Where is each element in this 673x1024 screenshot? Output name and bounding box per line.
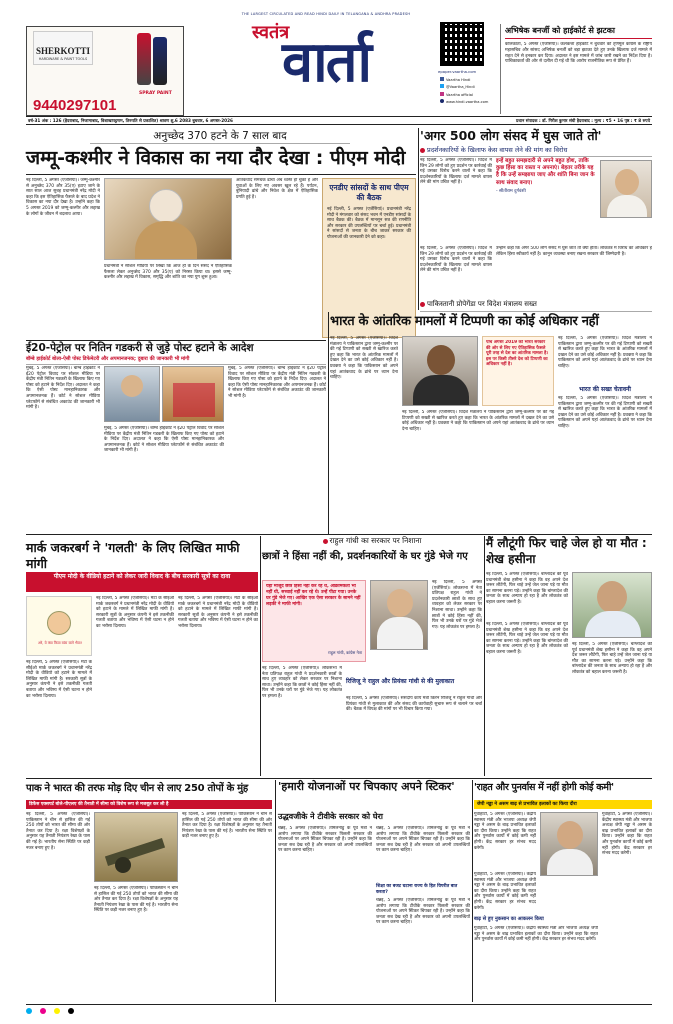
globe-icon	[440, 99, 444, 103]
right-lead-body1: नई दिल्ली, 5 अगस्त (एजेंसियां)। विदेश में जिन 29 लोगों को हुए प्रदर्शन पर कार्रवाई की गई उसका विरोध करने वालों ने कहा कि प्रदर्शनकारियों के खिलाफ दर्ज मामले वापस लेने की मांग उचित नहीं है।	[420, 158, 492, 186]
e20-body1: मुंबई, 5 अगस्त (एजेंसियां)। बॉम्बे हाईकोर्ट ने ई20 पेट्रोल विवाद पर सोशल मीडिया पर केंद्रीय मंत्री नितिन गडकरी के खिलाफ किए गए पोस्ट को हटाने के निर्देश दिए। अदालत ने कहा कि ऐसी पोस्ट मानहानिकारक और अपमानजनक हैं। कोर्ट ने सोशल मीडिया प्लेटफॉर्म से संबंधित अकाउंट की जानकारी भी मांगी है।	[26, 366, 100, 411]
sidebar-headline: अभिषेक बनर्जी को हाईकोर्ट से झटका	[505, 24, 652, 39]
court-building-photo	[162, 366, 224, 422]
nadda-subhead: बाढ़ से हुए नुकसान का आकलन किया	[474, 916, 544, 922]
pak-body3: नई दिल्ली, 5 अगस्त (एजेंसियां)। पाकिस्तान ने चीन से हासिल की गई 250 तोपों को भारत की सीमा की ओर तैनात कर दिया है। रक्षा विशेषज्ञों के अनुसार यह तैनाती नियंत्रण रेखा के पास की गई है। भारतीय सेना स्थिति पर कड़ी नजर बनाए हुए है।	[182, 812, 272, 840]
pm-modi-photo	[104, 178, 232, 260]
ad-brand: SHERKOTTI	[35, 46, 91, 56]
gadkari-photo	[104, 366, 160, 422]
divider	[484, 536, 485, 776]
e20-body3: मुंबई, 5 अगस्त (एजेंसियां)। बॉम्बे हाईकोर्ट ने ई20 पेट्रोल विवाद पर सोशल मीडिया पर केंद्रीय मंत्री नितिन गडकरी के खिलाफ किए गए पोस्ट को हटाने के निर्देश दिए। अदालत ने कहा कि ऐसी पोस्ट मानहानिकारक और अपमानजनक हैं। कोर्ट ने सोशल मीडिया प्लेटफॉर्म से संबंधित अकाउंट की जानकारी भी मांगी है।	[228, 366, 326, 399]
person-icon	[387, 589, 413, 617]
divider	[328, 312, 329, 534]
cartoon	[26, 596, 92, 656]
epaper-link[interactable]: epaper.vaartha.com	[438, 69, 477, 74]
nda-body: नई दिल्ली, 5 अगस्त (एजेंसियां)। प्रधानमंत्री नरेंद्र मोदी ने मंगलवार को संसद भवन में एनडीए सांसदों के साथ बैठक की। बैठक में मानसून सत्र की रणनीति और सरकार की उपलब्धियों पर चर्चा हुई। प्रधानमंत्री ने सांसदों से जनता के बीच जाकर सरकार की योजनाओं की जानकारी देने को कहा।	[327, 207, 411, 240]
ad-phone: 9440297101	[33, 97, 117, 114]
divider	[418, 128, 419, 310]
sidebar-news-box	[500, 24, 652, 114]
social-instagram[interactable]: Vaartha official	[440, 92, 496, 97]
nadda-body2: गुवाहाटी, 5 अगस्त (एजेंसियां)। केंद्रीय स्वास्थ्य मंत्री और भाजपा अध्यक्ष जेपी नड्डा ने असम के बाढ़ प्रभावित इलाकों का दौरा किया। उन्होंने कहा कि राहत और पुनर्वास कार्यों में कोई कमी नहीं होगी। केंद्र सरकार हर संभव मदद करेगी।	[602, 812, 652, 857]
right-lead-body2: उन्होंने कहा कि अगर 500 लोग संसद में घुस जाते तो क्या होता। लोकतंत्र में विरोध का अधिकार है लेकिन हिंसा स्वीकार्य नहीं है। कानून व्यवस्था बनाए रखना सरकार की जिम्मेदारी है।	[496, 246, 652, 257]
facebook-icon	[440, 77, 444, 81]
rahul-photo	[370, 580, 428, 650]
person-body-shape	[135, 221, 197, 260]
nda-headline: एनडीए सांसदों के साथ पीएम की बैठक	[329, 183, 409, 202]
india-body3: नई दिल्ली, 5 अगस्त (एजेंसियां)। विदेश मंत्रालय ने पाकिस्तान द्वारा जम्मू-कश्मीर पर की गई टिप्पणी को सख्ती से खारिज करते हुए कहा कि भारत के आंतरिक मामलों में दखल देने का उसे कोई अधिकार नहीं है। प्रवक्ता ने कहा कि पाकिस्तान को अपने यहां आतंकवाद के ढांचे पर ध्यान देना चाहिए।	[558, 336, 652, 369]
color-registration-strip	[26, 1008, 652, 1014]
divider	[26, 340, 326, 341]
rahul-quote-box	[262, 580, 366, 662]
nadda-photo	[540, 812, 598, 876]
pak-headline: पाक ने भारत की तरफ मोड़ दिए चीन से लाए 250 तोपों के मुंह	[26, 783, 248, 794]
india-quote-box	[482, 336, 554, 406]
building-icon	[173, 383, 215, 417]
india-body2: नई दिल्ली, 5 अगस्त (एजेंसियां)। विदेश मंत्रालय ने पाकिस्तान द्वारा जम्मू-कश्मीर पर की गई टिप्पणी को सख्ती से खारिज करते हुए कहा कि भारत के आंतरिक मामलों में दखल देने का उसे कोई अधिकार नहीं है। प्रवक्ता ने कहा कि पाकिस्तान को अपने यहां आतंकवाद के ढांचे पर ध्यान देना चाहिए।	[402, 410, 554, 432]
rijiju-headline: रिजिजू ने राहुल और प्रियंका गांधी से की मुलाकात	[346, 678, 455, 685]
hasina-body2: नई दिल्ली, 5 अगस्त (एजेंसियां)। बांग्लादेश की पूर्व प्रधानमंत्री शेख हसीना ने कहा कि वह अपने देश जरूर लौटेंगी, फिर चाहे उन्हें जेल जाना पड़े या मौत का सामना करना पड़े। उन्होंने कहा कि बांग्लादेश की जनता के साथ अन्याय हो रहा है और लोकतंत्र को बहाल करना जरूरी है।	[486, 622, 568, 655]
sidebar-body: कोलकाता, 5 अगस्त (एजेंसियां)। कलकत्ता हाईकोर्ट ने बुधवार को तृणमूल कांग्रेस के राष्ट्रीय महासचिव और सांसद अभिषेक बनर्जी को बड़ा झटका देते हुए उनके खिलाफ दर्ज मामले में राहत देने से इनकार कर दिया। अदालत ने इस मामले में जांच जारी रखने का निर्देश दिया है। याचिकाकर्ता की ओर से दलील दी गई थी कि आरोप राजनीतिक रूप से प्रेरित हैं।	[505, 42, 652, 65]
social-web[interactable]: www.hindi.vaartha.com	[440, 99, 496, 104]
right-lead-body3: नई दिल्ली, 5 अगस्त (एजेंसियां)। विदेश में जिन 29 लोगों को हुए प्रदर्शन पर कार्रवाई की गई उसका विरोध करने वालों ने कहा कि प्रदर्शनकारियों के खिलाफ दर्ज मामले वापस लेने की मांग उचित नहीं है।	[420, 246, 492, 274]
twitter-icon	[440, 84, 444, 88]
rahul-body1: नई दिल्ली, 5 अगस्त (एजेंसियां)। लोकसभा में नेता प्रतिपक्ष राहुल गांधी ने प्रदर्शनकारी छात्रों के साथ हुए व्यवहार को लेकर सरकार पर निशाना साधा। उन्होंने कहा कि छात्रों ने कोई हिंसा नहीं की, फिर भी उनके घरों पर गुंडे भेजे गए। यह लोकतंत्र पर हमला है।	[432, 580, 482, 630]
spokesperson-photo	[402, 336, 478, 406]
person-icon	[597, 581, 627, 613]
person-body-shape	[413, 375, 469, 406]
hasina-headline: मैं लौटूंगी फिर चाहे जेल हो या मौत : शेख हसीना	[486, 536, 647, 566]
person-body-shape	[377, 617, 423, 650]
divider	[26, 534, 652, 535]
bullet-icon	[420, 302, 425, 307]
pak-strap-bar: डिफेंस एक्सपर्ट बोले-पीएलए की तैनाती में सीमा को विशेष रूप से मजबूत कर ली है	[26, 800, 272, 809]
person-body-shape	[607, 195, 647, 218]
kicker-500: 'अगर 500 लोग संसद में घुस जाते तो'	[420, 128, 602, 143]
rahul-quote-by: राहुल गांधी, कांग्रेस नेता	[328, 650, 362, 655]
zuck-body3: नई दिल्ली, 5 अगस्त (एजेंसियां)। मेटा के सीईओ मार्क जकरबर्ग ने प्रधानमंत्री नरेंद्र मोदी के वीडियो को हटाने के मामले में लिखित माफी मांगी है। सरकारी सूत्रों के अनुसार कंपनी ने इसे तकनीकी गलती बताया और भविष्य में ऐसी घटना न होने का भरोसा दिलाया।	[26, 660, 92, 699]
quote-text: इन्हें बहुत समझदारी से अपने बहुत होश, ताकि कुछ हिंसा का रास्ता न अपनाएं। बेहतर तरीके यह है कि उन्हें समझाया जाए और शांति बिना जान के साथ संवाद बनाए।	[496, 158, 595, 186]
udhav-headline: उद्धवजीके ने टीवीके सरकार को घेरा	[278, 812, 383, 821]
india-subhead: भारत की सख्त चेतावनी	[579, 386, 631, 393]
india-quote: पांच अगस्त 2019 को भारत सरकार की ओर से लिए गए ऐतिहासिक फैसले पूरी तरह से देश का आंतरिक मामला है। इस पर किसी तीसरे देश को टिप्पणी का अधिकार नहीं है।	[486, 340, 548, 368]
person-icon	[149, 189, 183, 223]
ad-spray-label: SPRAY PAINT	[139, 91, 172, 96]
lead-body-col3: आतंकवाद समर्थक ढांचा अब ध्वस्त हो चुका है और युवाओं के लिए नए अवसर खुल रहे हैं। पर्यटन, बुनियादी ढांचे और निवेश के क्षेत्र में ऐतिहासिक प्रगति हुई है।	[236, 178, 318, 200]
e20-strap: बॉम्बे हाईकोर्ट बोला-ऐसी पोस्ट डिफेमेटरी और अपमानजनक; दुबारा की जानकारी भी मांगी	[26, 356, 326, 365]
social-facebook[interactable]: Vaartha Hindi	[440, 77, 496, 82]
masthead-tagline: THE LARGEST CIRCULATED AND READ HINDI DAILY IN TELANGANA & ANDHRA PRADESH	[241, 12, 411, 16]
zuck-headline: मार्क जकरबर्ग ने 'गलती' के लिए लिखित माफी मांगी	[26, 540, 240, 571]
pak-body2: नई दिल्ली, 5 अगस्त (एजेंसियां)। पाकिस्तान ने चीन से हासिल की गई 250 तोपों को भारत की सीमा की ओर तैनात कर दिया है। रक्षा विशेषज्ञों के अनुसार यह तैनाती नियंत्रण रेखा के पास की गई है। भारतीय सेना स्थिति पर कड़ी नजर बनाए हुए है।	[94, 886, 178, 914]
person-body-shape	[547, 849, 593, 876]
nadda-body3: गुवाहाटी, 5 अगस्त (एजेंसियां)। केंद्रीय स्वास्थ्य मंत्री और भाजपा अध्यक्ष जेपी नड्डा ने असम के बाढ़ प्रभावित इलाकों का दौरा किया। उन्होंने कहा कि राहत और पुनर्वास कार्यों में कोई कमी नहीं होगी। केंद्र सरकार हर संभव मदद करेगी।	[474, 872, 536, 911]
hasina-body3: नई दिल्ली, 5 अगस्त (एजेंसियां)। बांग्लादेश की पूर्व प्रधानमंत्री शेख हसीना ने कहा कि वह अपने देश जरूर लौटेंगी, फिर चाहे उन्हें जेल जाना पड़े या मौत का सामना करना पड़े। उन्होंने कहा कि बांग्लादेश की जनता के साथ अन्याय हो रहा है और लोकतंत्र को बहाल करना जरूरी है।	[572, 642, 652, 675]
right-strap: प्रदर्शनकारियों के खिलाफ केस वापस लेने की मांग का विरोध	[420, 146, 652, 157]
hasina-body1: नई दिल्ली, 5 अगस्त (एजेंसियां)। बांग्लादेश की पूर्व प्रधानमंत्री शेख हसीना ने कहा कि वह अपने देश जरूर लौटेंगी, फिर चाहे उन्हें जेल जाना पड़े या मौत का सामना करना पड़े। उन्होंने कहा कि बांग्लादेश की जनता के साथ अन्याय हो रहा है और लोकतंत्र को बहाल करना जरूरी है।	[486, 572, 568, 605]
social-list	[440, 77, 496, 105]
nadda-strap: जेपी नड्डा ने असम बाढ़ से प्रभावित इलाकों का किया दौरा	[474, 800, 652, 809]
rahul-body2: नई दिल्ली, 5 अगस्त (एजेंसियां)। लोकसभा में नेता प्रतिपक्ष राहुल गांधी ने प्रदर्शनकारी छात्रों के साथ हुए व्यवहार को लेकर सरकार पर निशाना साधा। उन्होंने कहा कि छात्रों ने कोई हिंसा नहीं की, फिर भी उनके घरों पर गुंडे भेजे गए। यह लोकतंत्र पर हमला है।	[262, 666, 342, 699]
issue-bar	[26, 116, 652, 125]
nadda-body1: गुवाहाटी, 5 अगस्त (एजेंसियां)। केंद्रीय स्वास्थ्य मंत्री और भाजपा अध्यक्ष जेपी नड्डा ने असम के बाढ़ प्रभावित इलाकों का दौरा किया। उन्होंने कहा कि राहत और पुनर्वास कार्यों में कोई कमी नहीं होगी। केंद्र सरकार हर संभव मदद करेगी।	[474, 812, 536, 851]
quote-box	[496, 158, 596, 238]
nadda-kicker: 'राहत और पुनर्वास में नहीं होगी कोई कमी'	[474, 782, 614, 793]
e20-headline: ई20-पेट्रोल पर नितिन गडकरी से जुड़े पोस्ट हटाने के आदेश	[26, 342, 254, 354]
person-icon	[615, 169, 639, 195]
quote-author: - सीतीराम दुर्गवंशी	[496, 188, 526, 194]
cartoon-figure-icon	[47, 611, 71, 635]
instagram-icon	[440, 92, 444, 96]
zuck-body1: नई दिल्ली, 5 अगस्त (एजेंसियां)। मेटा के सीईओ मार्क जकरबर्ग ने प्रधानमंत्री नरेंद्र मोदी के वीडियो को हटाने के मामले में लिखित माफी मांगी है। सरकारी सूत्रों के अनुसार कंपनी ने इसे तकनीकी गलती बताया और भविष्य में ऐसी घटना न होने का भरोसा दिलाया।	[96, 596, 174, 629]
qr-code[interactable]	[440, 22, 484, 66]
divider	[26, 778, 652, 779]
hasina-photo	[572, 572, 652, 638]
ad-box[interactable]	[26, 26, 184, 116]
e20-body2: मुंबई, 5 अगस्त (एजेंसियां)। बॉम्बे हाईकोर्ट ने ई20 पेट्रोल विवाद पर सोशल मीडिया पर केंद्रीय मंत्री नितिन गडकरी के खिलाफ किए गए पोस्ट को हटाने के निर्देश दिए। अदालत ने कहा कि ऐसी पोस्ट मानहानिकारक और अपमानजनक हैं। कोर्ट ने सोशल मीडिया प्लेटफॉर्म से संबंधित अकाउंट की जानकारी भी मांगी है।	[104, 426, 224, 454]
pak-body1: नई दिल्ली, 5 अगस्त (एजेंसियां)। पाकिस्तान ने चीन से हासिल की गई 250 तोपों को भारत की सीमा की ओर तैनात कर दिया है। रक्षा विशेषज्ञों के अनुसार यह तैनाती नियंत्रण रेखा के पास की गई है। भारतीय सेना स्थिति पर कड़ी नजर बनाए हुए है।	[26, 812, 90, 851]
issue-info: वर्ष-31 अंक : 126 (हैदराबाद, निजामाबाद, विशाखापट्टणम, तिरुपति से प्रकाशित) श्रावण शु.6 2083 बुधवार, 6 अगस्त-2026	[28, 118, 233, 123]
rahul-kicker: राहुल गांधी का सरकार पर निशाना	[262, 536, 482, 545]
divider	[275, 780, 276, 1002]
person-body-shape	[585, 611, 641, 638]
masthead-title-small: स्वतंत्र	[252, 22, 290, 43]
person-icon	[121, 375, 143, 397]
divider	[472, 780, 473, 1002]
wheel-icon	[115, 857, 131, 873]
ad-sub: HARDWARE & PAINT TOOLS	[38, 57, 88, 62]
zuck-body2: नई दिल्ली, 5 अगस्त (एजेंसियां)। मेटा के सीईओ मार्क जकरबर्ग ने प्रधानमंत्री नरेंद्र मोदी के वीडियो को हटाने के मामले में लिखित माफी मांगी है। सरकारी सूत्रों के अनुसार कंपनी ने इसे तकनीकी गलती बताया और भविष्य में ऐसी घटना न होने का भरोसा दिलाया।	[178, 596, 258, 629]
person-icon	[427, 345, 455, 375]
rijiju-body: नई दिल्ली, 5 अगस्त (एजेंसियां)। संसदीय कार्य मंत्री किरेन रिजिजू ने राहुल गांधी और प्रियंका गांधी से मुलाकात की और संसद की कार्यवाही सुचारु रूप से चलाने पर चर्चा की। बैठक में विपक्ष की मांगों पर भी विचार किया गया।	[346, 696, 482, 713]
udhav-body1: चेन्नई, 5 अगस्त (एजेंसियां)। तमिलनाडु के पूर्व मंत्री ने आरोप लगाया कि टीवीके सरकार पिछली सरकार की योजनाओं पर अपने स्टिकर चिपका रही है। उन्होंने कहा कि जनता सब देख रही है और सरकार को अपनी उपलब्धियों पर काम करना चाहिए।	[278, 826, 372, 854]
editor-info: प्रधान संपादक : डॉ. गिरीश कुमार संघी हैदराबाद : मूल्य : ₹5 • 16 पृष्ठ : ₹ 8 रुपये	[515, 118, 650, 123]
ad-spray-can-icon	[137, 33, 151, 85]
nadda-body4: गुवाहाटी, 5 अगस्त (एजेंसियां)। केंद्रीय स्वास्थ्य मंत्री और भाजपा अध्यक्ष जेपी नड्डा ने असम के बाढ़ प्रभावित इलाकों का दौरा किया। उन्होंने कहा कि राहत और पुनर्वास कार्यों में कोई कमी नहीं होगी। केंद्र सरकार हर संभव मदद करेगी।	[474, 926, 598, 943]
lead-headline: जम्मू-कश्मीर ने विकास का नया दौर देखा : पीएम मोदी	[26, 147, 406, 169]
udhav-body2: चेन्नई, 5 अगस्त (एजेंसियां)। तमिलनाडु के पूर्व मंत्री ने आरोप लगाया कि टीवीके सरकार पिछली सरकार की योजनाओं पर अपने स्टिकर चिपका रही है। उन्होंने कहा कि जनता सब देख रही है और सरकार को अपनी उपलब्धियों पर काम करना चाहिए।	[376, 826, 470, 854]
lead-body-col2: प्रधानमंत्री ने सोशल मीडिया पर लिखा कि आज ही के दिन संसद ने ऐतिहासिक फैसला लेकर अनुच्छेद 370 और 35(ए) को निरस्त किया था। इससे जम्मू-कश्मीर और लद्दाख में विकास, समृद्धि और शांति का नया युग शुरू हुआ।	[104, 264, 232, 281]
india-headline: भारत के आंतरिक मामलों में टिप्पणी का कोई अधिकार नहीं	[330, 314, 599, 329]
rahul-quote: यहां मौजूद छात्र हिंसा नहीं कर रहे थे, आक्रामकता भी नहीं थी, सच्चाई नहीं कर रहे थे। उन्हें पीटा गया। उनके घर गुंडे भेजे गए। आखिर एक ऐसा सरकार के सामने नहीं लड़की ने माफी मांगी।	[266, 584, 361, 607]
masthead-title: वार्ता	[281, 30, 371, 95]
india-body1: नई दिल्ली, 5 अगस्त (एजेंसियां)। विदेश मंत्रालय ने पाकिस्तान द्वारा जम्मू-कश्मीर पर की गई टिप्पणी को सख्ती से खारिज करते हुए कहा कि भारत के आंतरिक मामलों में दखल देने का उसे कोई अधिकार नहीं है। प्रवक्ता ने कहा कि पाकिस्तान को अपने यहां आतंकवाद के ढांचे पर ध्यान देना चाहिए।	[330, 336, 398, 381]
cannon-icon	[105, 838, 165, 866]
india-body4: नई दिल्ली, 5 अगस्त (एजेंसियां)। विदेश मंत्रालय ने पाकिस्तान द्वारा जम्मू-कश्मीर पर की गई टिप्पणी को सख्ती से खारिज करते हुए कहा कि भारत के आंतरिक मामलों में दखल देने का उसे कोई अधिकार नहीं है। प्रवक्ता ने कहा कि पाकिस्तान को अपने यहां आतंकवाद के ढांचे पर ध्यान देना चाहिए।	[558, 396, 652, 429]
cartoon-caption: अरे, ये क्या किया बांटा वाले भैया!	[37, 641, 82, 645]
rahul-headline: छात्रों ने हिंसा नहीं की, प्रदर्शनकारियों के घर गुंडे भेजे गए	[262, 551, 468, 562]
kicker-370: अनुच्छेद 370 हटने के 7 साल बाद	[90, 130, 350, 144]
bullet-icon	[323, 539, 328, 544]
udhav-body3: चेन्नई, 5 अगस्त (एजेंसियां)। तमिलनाडु के पूर्व मंत्री ने आरोप लगाया कि टीवीके सरकार पिछली सरकार की योजनाओं पर अपने स्टिकर चिपका रही है। उन्होंने कहा कि जनता सब देख रही है और सरकार को अपनी उपलब्धियों पर काम करना चाहिए।	[376, 898, 470, 926]
divider	[260, 536, 261, 776]
artillery-photo	[94, 812, 178, 882]
ad-logo	[33, 31, 93, 65]
udhav-kicker: 'हमारी योजनाओं पर चिपकाए अपने स्टिकर'	[278, 780, 455, 793]
udhav-subhead: शिक्षा का बजट घटाना राज्य के हित विपरीत बात करता?	[376, 884, 458, 895]
divider	[26, 1004, 652, 1005]
divider	[26, 174, 416, 175]
ad-spray-can-icon	[153, 37, 167, 85]
social-twitter[interactable]: @Vaartha_Hindi	[440, 84, 496, 89]
person-icon	[557, 821, 583, 849]
zuck-strap: पीएम मोदी के वीडियो हटाने को लेकर जारी विवाद के बीच सरकारी सूत्रों का दावा	[26, 572, 258, 592]
pak-strap: पाकिस्तानी प्रोपेगेंडा पर विदेश मंत्रालय सख्त	[420, 300, 652, 312]
speaker-photo	[600, 160, 652, 218]
lead-body-col1: नई दिल्ली, 5 अगस्त (एजेंसियां)। जम्मू-कश्मीर से अनुच्छेद 370 और 35(ए) हटाए जाने के सात साल आज सुबह प्रधानमंत्री नरेंद्र मोदी ने कहा कि इस ऐतिहासिक फैसले के बाद प्रदेश ने विकास का नया दौर देखा है। उन्होंने कहा कि 5 अगस्त 2019 को जम्मू-कश्मीर और लद्दाख के लोगों के जीवन में बदलाव आया।	[26, 178, 100, 217]
bullet-icon	[420, 148, 425, 153]
